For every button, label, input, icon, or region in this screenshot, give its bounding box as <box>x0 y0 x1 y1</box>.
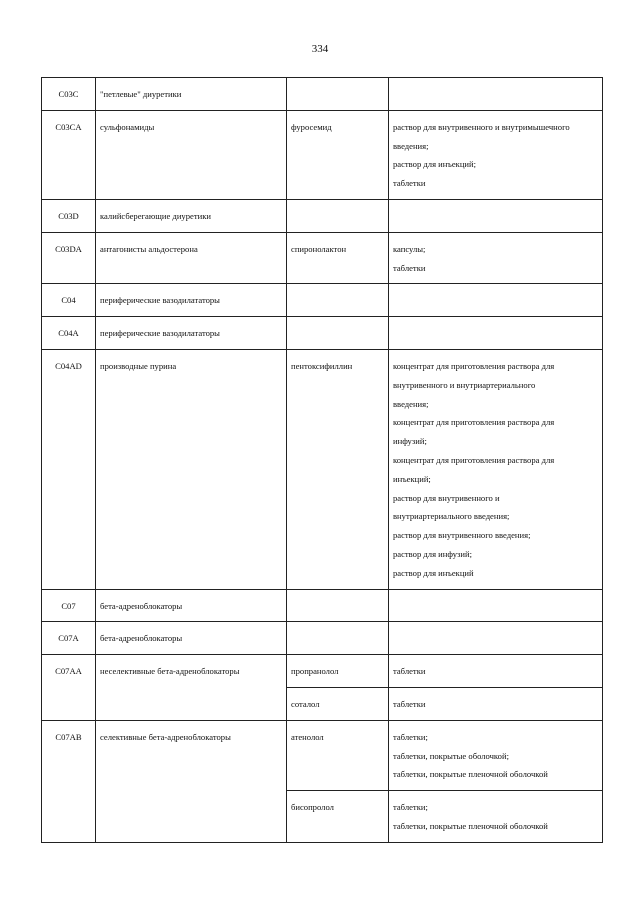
table-row <box>42 284 603 317</box>
dosage-form: раствор для внутривенного введения; <box>393 530 531 541</box>
drug-name: спиронолактон <box>287 232 389 284</box>
dosage-form: концентрат для приготовления раствора для <box>393 360 555 371</box>
dosage-form: капсулы; <box>393 243 426 254</box>
dosage-forms <box>389 589 603 622</box>
atc-code: C07A <box>42 622 96 655</box>
atc-code: C04A <box>42 317 96 350</box>
dosage-form: инфузий; <box>393 436 427 447</box>
atc-code: C03CA <box>42 110 96 199</box>
dosage-form: введения; <box>393 140 429 151</box>
dosage-form: раствор для внутривенного и <box>393 492 500 503</box>
dosage-forms <box>389 284 603 317</box>
atc-group: неселективные бета-адреноблокаторы <box>96 655 287 721</box>
drug-name <box>287 199 389 232</box>
atc-group: периферические вазодилататоры <box>96 317 287 350</box>
dosage-forms <box>389 317 603 350</box>
table-row <box>42 78 603 111</box>
dosage-form: раствор для инфузий; <box>393 548 473 559</box>
atc-group: калийсберегающие диуретики <box>96 199 287 232</box>
dosage-form: таблетки, покрытые оболочкой; <box>393 750 509 761</box>
dosage-form: раствор для внутривенного и внутримышечного <box>393 121 570 132</box>
dosage-form: таблетки <box>393 262 426 273</box>
dosage-forms <box>389 655 603 688</box>
drug-name <box>287 284 389 317</box>
drug-name: атенолол <box>287 720 389 790</box>
dosage-form: инъекций; <box>393 473 431 484</box>
drug-name <box>287 622 389 655</box>
atc-code: C07 <box>42 589 96 622</box>
atc-group: селективные бета-адреноблокаторы <box>96 720 287 842</box>
atc-group: сульфонамиды <box>96 110 287 199</box>
table-row <box>42 232 603 284</box>
table-row <box>42 720 603 790</box>
atc-code: C04AD <box>42 349 96 589</box>
dosage-form: раствор для инъекций <box>393 567 474 578</box>
dosage-form: введения; <box>393 398 429 409</box>
dosage-forms <box>389 720 603 790</box>
atc-code: C07AB <box>42 720 96 842</box>
dosage-form: раствор для инъекций; <box>393 159 477 170</box>
dosage-forms <box>389 791 603 843</box>
dosage-form: таблетки; <box>393 731 428 742</box>
atc-group: бета-адреноблокаторы <box>96 622 287 655</box>
atc-group: антагонисты альдостерона <box>96 232 287 284</box>
drug-name: пентоксифиллин <box>287 349 389 589</box>
dosage-form: таблетки; <box>393 802 428 813</box>
table-row <box>42 349 603 589</box>
page-number: 334 <box>311 43 329 55</box>
dosage-form: внутриартериального введения; <box>393 511 510 522</box>
dosage-form: таблетки <box>393 666 426 677</box>
drug-name <box>287 589 389 622</box>
drug-name <box>287 317 389 350</box>
dosage-forms <box>389 232 603 284</box>
atc-code: C07AA <box>42 655 96 721</box>
drug-table <box>41 77 603 843</box>
dosage-form: таблетки, покрытые пленочной оболочкой <box>393 820 548 831</box>
drug-name <box>287 78 389 111</box>
drug-name: соталол <box>287 687 389 720</box>
atc-group: производные пурина <box>96 349 287 589</box>
dosage-form: таблетки <box>393 698 426 709</box>
dosage-form: концентрат для приготовления раствора для <box>393 454 555 465</box>
table-row <box>42 589 603 622</box>
dosage-forms <box>389 110 603 199</box>
drug-name: фуросемид <box>287 110 389 199</box>
table-row <box>42 199 603 232</box>
table-row <box>42 655 603 688</box>
atc-group: "петлевые" диуретики <box>96 78 287 111</box>
atc-code: C04 <box>42 284 96 317</box>
atc-group: периферические вазодилататоры <box>96 284 287 317</box>
atc-code: C03C <box>42 78 96 111</box>
table-row <box>42 317 603 350</box>
dosage-form: таблетки, покрытые пленочной оболочкой <box>393 769 548 780</box>
dosage-forms <box>389 199 603 232</box>
dosage-form: внутривенного и внутриартериального <box>393 379 536 390</box>
atc-group: бета-адреноблокаторы <box>96 589 287 622</box>
dosage-forms <box>389 622 603 655</box>
dosage-form: таблетки <box>393 178 426 189</box>
atc-code: C03DA <box>42 232 96 284</box>
table-row <box>42 622 603 655</box>
dosage-form: концентрат для приготовления раствора для <box>393 417 555 428</box>
drug-name: пропранолол <box>287 655 389 688</box>
dosage-forms <box>389 349 603 589</box>
dosage-forms <box>389 687 603 720</box>
table-row <box>42 110 603 199</box>
atc-code: C03D <box>42 199 96 232</box>
dosage-forms <box>389 78 603 111</box>
drug-name: бисопролол <box>287 791 389 843</box>
